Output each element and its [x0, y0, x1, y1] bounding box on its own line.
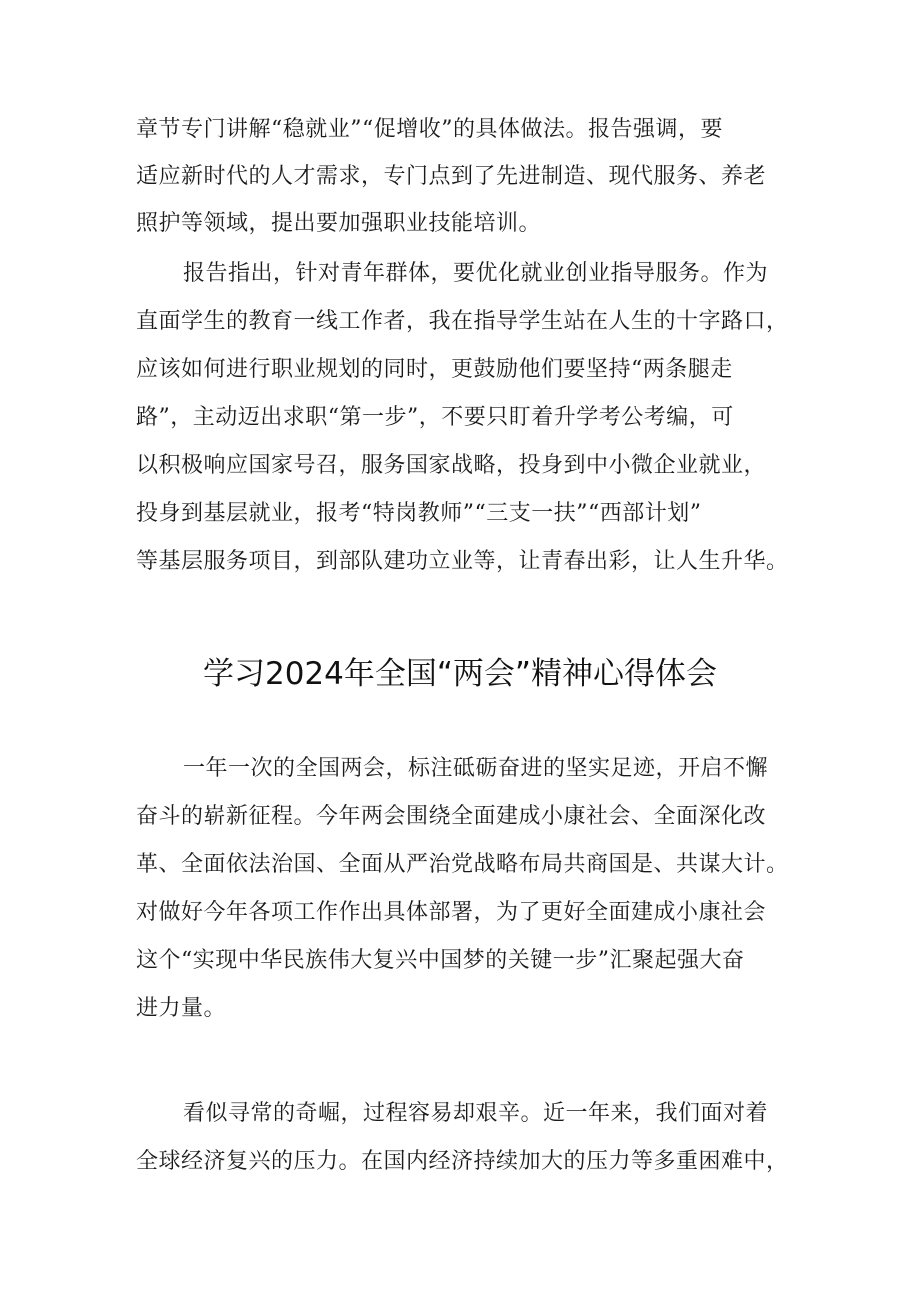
body-line: 报告指出，针对青年群体，要优化就业创业指导服务。作为 — [183, 261, 769, 286]
body-line: 应该如何进行职业规划的同时，更鼓励他们要坚持“两条腿走 — [136, 357, 733, 382]
body-line: 适应新时代的人才需求，专门点到了先进制造、现代服务、养老 — [136, 164, 767, 189]
body-line: 一年一次的全国两会，标注砥砺奋进的坚实足迹，开启不懈 — [183, 756, 769, 781]
body-line: 看似寻常的奇崛，过程容易却艰辛。近一年来，我们面对着 — [183, 1101, 769, 1126]
body-line: 照护等领域，提出要加强职业技能培训。 — [136, 211, 542, 236]
body-line: 对做好今年各项工作作出具体部署，为了更好全面建成小康社会 — [136, 900, 767, 925]
body-line: 革、全面依法治国、全面从严治党战略布局共商国是、共谋大计。 — [136, 852, 789, 877]
body-line: 全球经济复兴的压力。在国内经济持续加大的压力等多重困难中， — [136, 1149, 789, 1174]
body-line: 进力量。 — [136, 996, 227, 1021]
body-line: 等基层服务项目，到部队建功立业等，让青春出彩，让人生升华。 — [136, 549, 789, 574]
body-line: 直面学生的教育一线工作者，我在指导学生站在人生的十字路口， — [136, 309, 789, 334]
body-line: 奋斗的崭新征程。今年两会围绕全面建成小康社会、全面深化改 — [136, 804, 767, 829]
body-line: 以积极响应国家号召，服务国家战略，投身到中小微企业就业， — [136, 453, 767, 478]
section-title: 学习2024年全国“两会”精神心得体会 — [202, 656, 717, 692]
body-line: 章节专门讲解“稳就业”“促增收”的具体做法。报告强调，要 — [136, 117, 723, 142]
body-line: 路”，主动迈出求职“第一步”，不要只盯着升学考公考编，可 — [136, 405, 734, 430]
body-line: 这个“实现中华民族伟大复兴中国梦的关键一步”汇聚起强大奋 — [136, 948, 745, 973]
body-line: 投身到基层就业，报考“特岗教师”“三支一扶”“西部计划” — [136, 501, 702, 526]
